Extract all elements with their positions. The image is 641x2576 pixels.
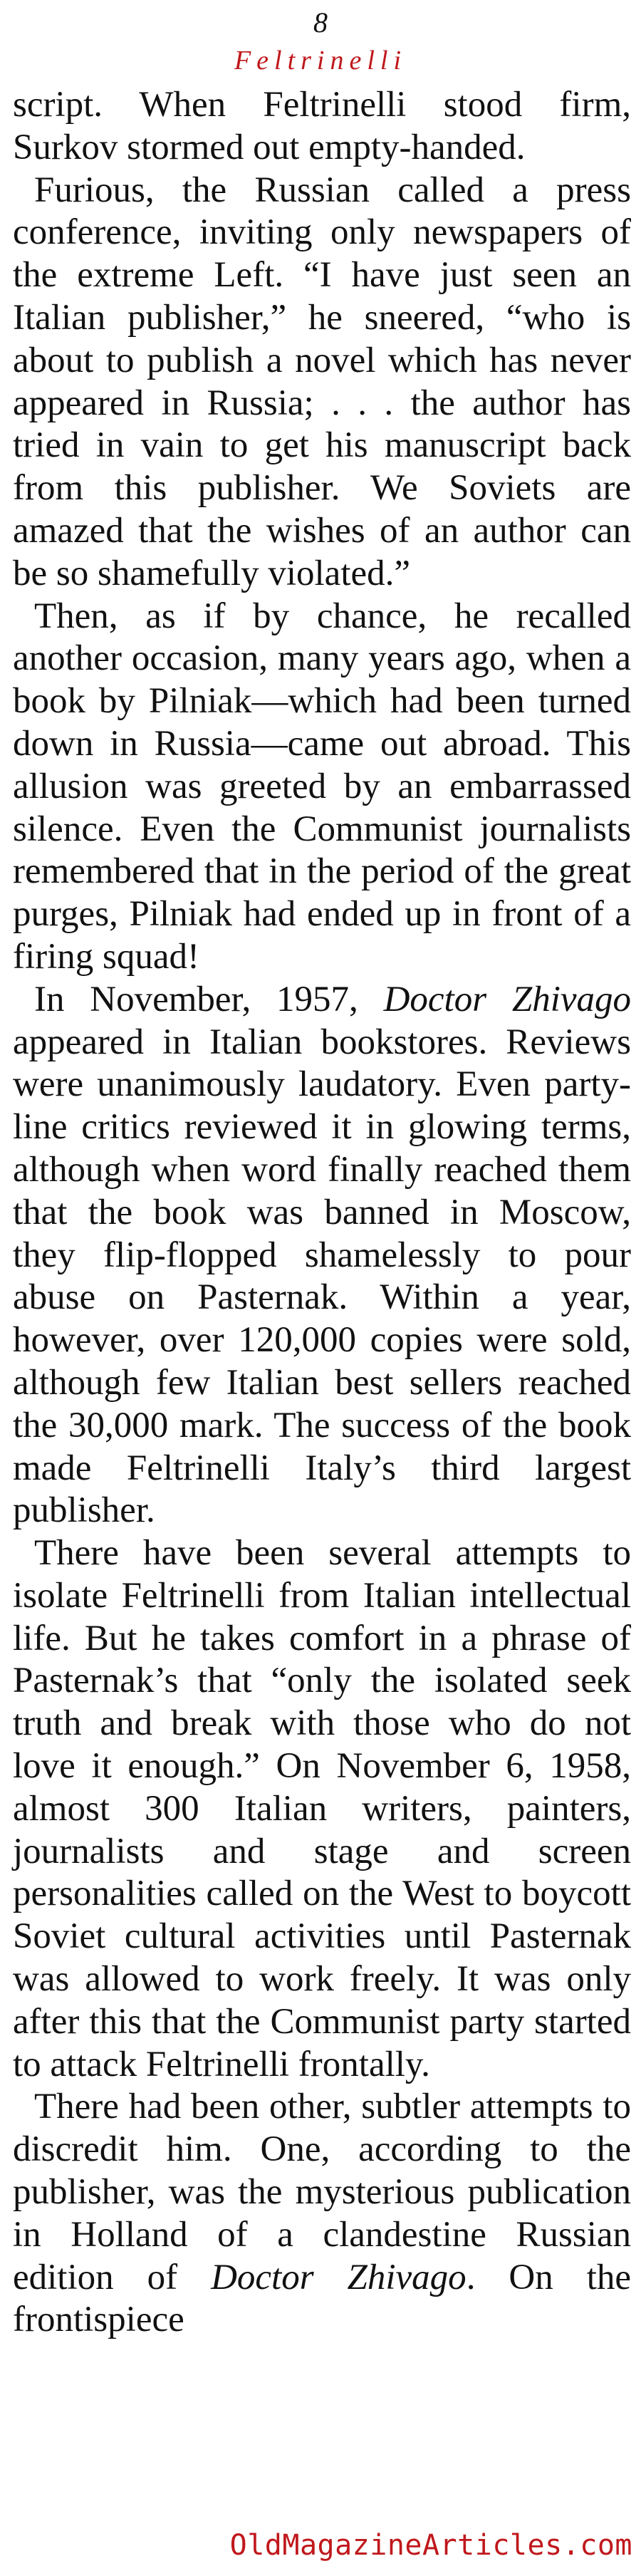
article-paragraph: [13, 84, 631, 170]
article-paragraph: [13, 2086, 631, 2342]
page-number: 8: [313, 6, 328, 38]
article-body: [13, 84, 631, 2342]
paragraph-text: . On the frontispiece: [13, 2257, 631, 2340]
paragraph-text: There have been several attempts to isolate Feltrinelli from Italian intellectual life. But he takes comfort in a phrase of Pasternak’s that “only the isolated seek truth and break with those who do not love it enough.” On November 6, 1958, almost 300 Italian writers, painters, journalists and stage and screen personalities called on the West to boycott Soviet cultural activities until Pasternak was allowed to work freely. It was only after this that the Communist party started to attack Feltrinelli frontally.: [13, 1533, 631, 2084]
running-head: Feltrinelli: [234, 46, 407, 76]
article-paragraph: [13, 979, 631, 1532]
paragraph-text: appeared in Italian bookstores. Reviews were unanimously laudatory. Even party-line critics reviewed it in glowing terms, although when word finally reached them that the book was banned in Moscow, they flip-flopped shamelessly to pour abuse on Pasternak. Within a year, however, over 120,000 copies were sold, although few Italian best sellers reached the 30,000 mark. The success of the book made Feltrinelli Italy’s third largest publisher.: [13, 1022, 631, 1531]
paragraph-text: There had been other, subtler attempts to discredit him. One, according to the publisher, was the mysterious publication in Holland of a clandestine Russian edition of: [13, 2087, 631, 2297]
book-title: Doctor Zhivago: [211, 2257, 467, 2297]
article-paragraph: [13, 1532, 631, 2086]
article-paragraph: [13, 596, 631, 979]
paragraph-text: script. When Feltrinelli stood firm, Surkov stormed out empty-handed.: [13, 85, 631, 167]
book-title: Doctor Zhivago: [383, 979, 632, 1019]
paragraph-text: Furious, the Russian called a press conference, inviting only newspapers of the extreme Left. “I have just seen an Italian publisher,” he sneered, “who is about to publish a novel which has never appeared in Russia; . . . the author has tried in vain to get his manuscript back from this publisher. We Soviets are amazed that the wishes of an author can be so shamefully violated.”: [13, 170, 631, 593]
paragraph-text: Then, as if by chance, he recalled another occasion, many years ago, when a book by Pilniak—which had been turned down in Russia—came out abroad. This allusion was greeted by an embarrassed silence. Even the Communist journalists remembered that in the period of the great purges, Pilniak had ended up in front of a firing squad!: [13, 596, 631, 977]
article-paragraph: [13, 170, 631, 596]
site-watermark: OldMagazineArticles.com: [229, 2529, 632, 2562]
paragraph-text: In November, 1957,: [34, 979, 384, 1019]
